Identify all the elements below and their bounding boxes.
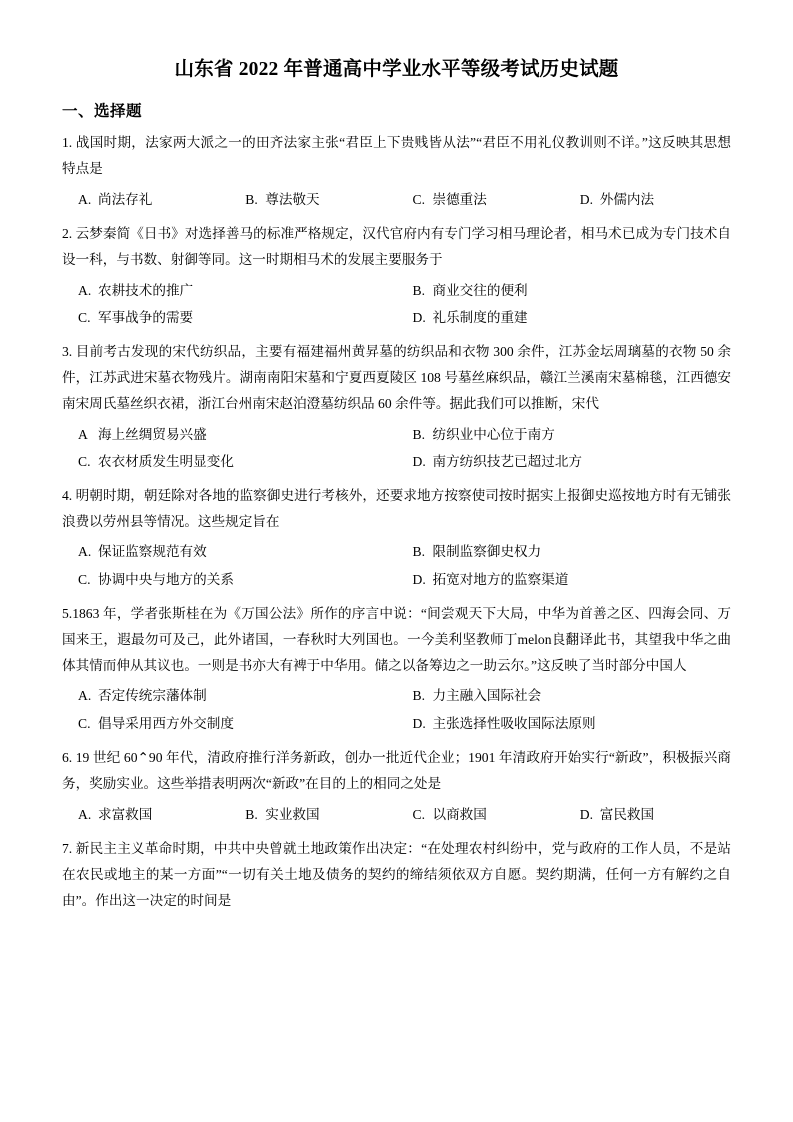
option-label: B.	[412, 544, 425, 560]
option-label: D.	[412, 310, 426, 326]
question-6	[62, 745, 731, 829]
options-group	[62, 538, 731, 594]
option-text: 实业救国	[265, 807, 320, 823]
option-c[interactable]	[62, 710, 397, 738]
question-4	[62, 483, 731, 594]
option-c[interactable]	[62, 304, 397, 332]
options-group	[62, 682, 731, 738]
option-text: 农衣材质发生明显变化	[98, 454, 234, 470]
option-b[interactable]	[397, 421, 732, 449]
question-stem: 7. 新民主主义革命时期，中共中央曾就土地政策作出决定：“在处理农村纠纷中，党与政府的工作人员，不是站在农民或地主的某一方面”“一切有关土地及债务的契约的缔结须依双方自愿。契约期满，任何一方有解约之自由”。作出这一决定的时间是	[62, 841, 731, 909]
option-label: A.	[78, 544, 92, 560]
option-text: 外儒内法	[599, 192, 655, 208]
option-c[interactable]	[397, 186, 564, 214]
option-text: 崇德重法	[432, 192, 487, 208]
option-text: 尊法敬天	[265, 192, 320, 208]
option-label: D.	[412, 572, 426, 588]
option-text: 力主融入国际社会	[432, 688, 542, 704]
option-label: C.	[412, 807, 425, 823]
option-a[interactable]	[62, 277, 397, 305]
question-stem: 2. 云梦秦简《日书》对选择善马的标准严格规定，汉代官府内有专门学习相马理论者，相马术已成为专门技术自设一科，与书数、射御等同。这一时期相马术的发展主要服务于	[62, 226, 731, 268]
option-label: A.	[78, 192, 92, 208]
option-label: A.	[78, 688, 92, 704]
option-b[interactable]	[229, 801, 396, 829]
option-label: B.	[245, 807, 258, 823]
question-5	[62, 601, 731, 738]
option-text: 保证监察规范有效	[98, 544, 207, 560]
question-2	[62, 221, 731, 332]
option-label: D.	[412, 716, 426, 732]
question-7	[62, 836, 731, 914]
option-text: 求富救国	[98, 807, 153, 823]
option-d[interactable]	[564, 801, 731, 829]
option-text: 礼乐制度的重建	[432, 310, 528, 326]
option-label: B.	[245, 192, 258, 208]
option-text: 尚法存礼	[98, 192, 153, 208]
option-c[interactable]	[62, 566, 397, 594]
options-group	[62, 277, 731, 333]
question-1	[62, 130, 731, 214]
option-label: C.	[78, 572, 91, 588]
option-a[interactable]	[62, 421, 397, 449]
question-stem: 3. 目前考古发现的宋代纺织品，主要有福建福州黄昇墓的纺织品和衣物 300 余件，江苏金坛周璃墓的衣物 50 余件，江苏武进宋墓衣物残片。湖南南阳宋墓和宁夏西夏陵区 108 号墓丝麻织品，赣江兰溪南宋墓棉毯，江西德安南宋周氏墓丝织衣裙，浙江台州南宋赵泊澄墓纺织品 60 余件等。据此我们可以推断，宋代	[62, 344, 731, 412]
option-text: 纺织业中心位于南方	[432, 426, 555, 442]
option-label: C.	[78, 454, 91, 470]
option-label: D.	[579, 807, 593, 823]
question-stem: 5.1863 年，学者张斯桂在为《万国公法》所作的序言中说：“间尝观天下大局，中华为首善之区、四海会同、万国来王，遐最勿可及己，此外诸国，一春秋时大列国也。一今美利坚教师丁melon良翻译此书，其望我中华之曲体其情而伸从其议也。一则是书亦大有裨于中华用。储之以备筹边之一助云尔。”这反映了当时部分中国人	[62, 606, 731, 674]
option-b[interactable]	[397, 538, 732, 566]
option-label: D.	[412, 454, 426, 470]
option-label: A.	[78, 807, 92, 823]
option-b[interactable]	[397, 682, 732, 710]
options-group	[62, 186, 731, 214]
option-a[interactable]	[62, 186, 229, 214]
option-text: 农耕技术的推广	[98, 282, 194, 298]
option-a[interactable]	[62, 682, 397, 710]
option-label: C.	[78, 310, 91, 326]
option-text: 南方纺织技艺已超过北方	[432, 454, 583, 470]
option-text: 拓宽对地方的监察渠道	[432, 572, 569, 588]
option-d[interactable]	[397, 448, 732, 476]
option-label: A	[78, 426, 88, 442]
option-text: 军事战争的需要	[98, 310, 194, 326]
page-title: 山东省 2022 年普通高中学业水平等级考试历史试题	[174, 59, 619, 80]
option-text: 富民救国	[599, 807, 655, 823]
options-group	[62, 801, 731, 829]
option-text: 以商救国	[432, 807, 487, 823]
option-label: D.	[579, 192, 593, 208]
option-label: C.	[78, 716, 91, 732]
option-text: 协调中央与地方的关系	[98, 572, 234, 588]
option-label: A.	[78, 282, 92, 298]
option-a[interactable]	[62, 538, 397, 566]
option-d[interactable]	[397, 566, 732, 594]
option-text: 倡导采用西方外交制度	[98, 716, 234, 732]
option-d[interactable]	[397, 710, 732, 738]
question-stem: 6. 19 世纪 60⌃90 年代，清政府推行洋务新政，创办一批近代企业；1901 年清政府开始实行“新政”，积极振兴商务，奖励实业。这些举措表明两次“新政”在目的上的相同之处是	[62, 750, 731, 792]
option-d[interactable]	[397, 304, 732, 332]
option-label: B.	[412, 426, 425, 442]
option-a[interactable]	[62, 801, 229, 829]
option-b[interactable]	[397, 277, 732, 305]
option-label: B.	[412, 282, 425, 298]
section-heading: 一、选择题	[62, 103, 143, 121]
question-stem: 4. 明朝时期，朝廷除对各地的监察御史进行考核外，还要求地方按察使司按时据实上报御史巡按地方时有无铺张浪费以劳州县等情况。这些规定旨在	[62, 488, 731, 530]
option-d[interactable]	[564, 186, 731, 214]
option-text: 限制监察御史权力	[432, 544, 542, 560]
option-b[interactable]	[229, 186, 396, 214]
option-text: 主张选择性吸收国际法原则	[432, 716, 596, 732]
options-group	[62, 421, 731, 477]
question-3	[62, 339, 731, 476]
option-c[interactable]	[397, 801, 564, 829]
option-label: B.	[412, 688, 425, 704]
option-text: 商业交往的便利	[432, 282, 528, 298]
option-label: C.	[412, 192, 425, 208]
option-text: 海上丝绸贸易兴盛	[98, 426, 207, 442]
option-c[interactable]	[62, 448, 397, 476]
question-stem: 1. 战国时期，法家两大派之一的田齐法家主张“君臣上下贵贱皆从法”“君臣不用礼仪教训则不详。”这反映其思想特点是	[62, 135, 731, 177]
option-text: 否定传统宗藩体制	[98, 688, 207, 704]
